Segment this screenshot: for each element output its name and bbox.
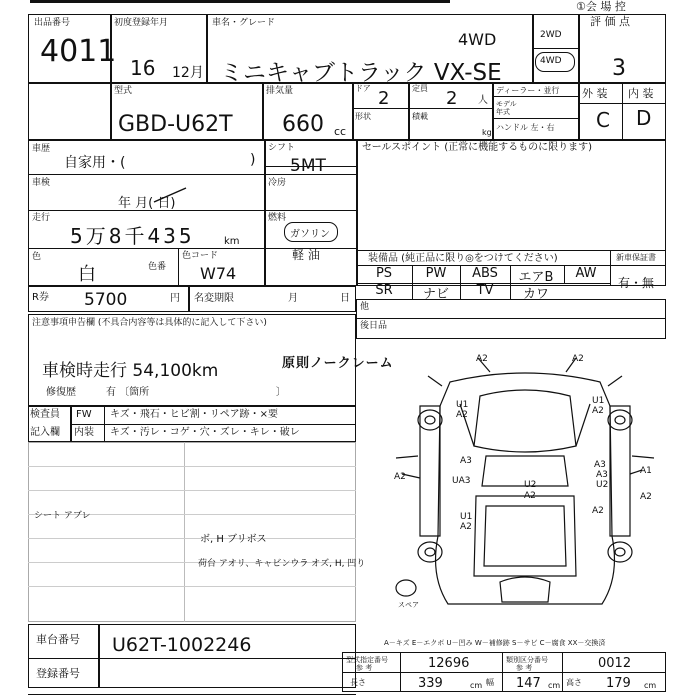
- first-registration-label: 初度登録年月: [114, 18, 169, 28]
- inspection-strike-mark: [150, 184, 190, 206]
- displacement-unit: cc: [334, 125, 347, 138]
- car-name: ミニキャブトラック VX-SE: [220, 60, 502, 86]
- aftermarket-label: 後日品: [360, 321, 388, 331]
- mark-u1a2-left: U1 A2: [456, 400, 469, 420]
- shape-label: 形状: [355, 112, 371, 121]
- equip-abs: ABS: [472, 266, 498, 281]
- inspection-label: 車検: [32, 178, 51, 188]
- score-label: 評 価 点: [590, 15, 630, 28]
- expire-day: 日: [340, 293, 350, 304]
- recycle-unit: 円: [170, 293, 180, 304]
- type-cert-number: 12696: [428, 656, 470, 671]
- fuel-gasoline: ガソリン: [290, 229, 330, 240]
- mark-u2a2-center: U2 A2: [524, 480, 537, 501]
- others-label: 他: [360, 302, 370, 312]
- mileage-value: 5万8千435: [70, 224, 195, 248]
- fw-items: キズ・飛石・ヒビ割・リペア跡・×要: [110, 409, 278, 420]
- car-name-label: 車名・グレード: [212, 18, 276, 28]
- mark-a1: A1: [640, 466, 652, 476]
- mark-a2-top-right: A2: [572, 354, 584, 364]
- memo-bed: 荷台 アオリ、キャビンウラ オズ, H, 凹り: [198, 559, 366, 569]
- exterior-score: C: [596, 108, 610, 132]
- ref-label-2: 参 考: [516, 664, 533, 672]
- capacity-label: 定員: [412, 84, 428, 93]
- notice-label: 注意事項申告欄 (不具合内容等は具体的に記入して下さい): [32, 318, 267, 328]
- load-unit: kg: [482, 128, 492, 137]
- fuel-label: 燃料: [268, 213, 287, 223]
- equip-airbag: エアB: [518, 270, 554, 285]
- others-block: [356, 299, 666, 339]
- ref-label-1: 参 考: [356, 664, 373, 672]
- width-value: 147: [516, 676, 541, 691]
- fw-label: FW: [76, 409, 92, 420]
- class-label: 類別区分番号: [506, 656, 548, 664]
- equipment-label: 装備品 (純正品に限り◎をつけてください): [368, 253, 558, 264]
- interior-items: キズ・汚レ・コゲ・穴・ズレ・キレ・破レ: [110, 427, 300, 438]
- color-value: 白: [78, 264, 96, 285]
- type-cert-label: 型式指定番号: [346, 656, 388, 664]
- no-claim-stamp: 原則ノークレーム: [282, 356, 394, 371]
- mark-a2-bed-right: A2: [592, 506, 604, 516]
- drive-note: 4WD: [458, 30, 497, 49]
- equip-leather: カワ: [522, 287, 549, 302]
- length-label: 長さ: [350, 678, 366, 687]
- model-code: GBD-U62T: [118, 112, 233, 137]
- displacement-label: 排気量: [266, 86, 294, 96]
- height-label: 高さ: [566, 678, 582, 687]
- first-registration-year: 16: [130, 56, 156, 80]
- equip-tv: TV: [476, 283, 494, 298]
- venue-copy-label: ①会 場 控: [576, 0, 626, 13]
- drive-4wd: 4WD: [540, 56, 562, 66]
- color-code-label: 色コード: [182, 251, 219, 261]
- model-year-label: モデル年式: [496, 100, 517, 116]
- mark-a3-right: A3: [594, 460, 606, 470]
- equip-ps: PS: [375, 266, 393, 281]
- doors-label: ドア: [355, 84, 371, 93]
- mark-a2-top-left: A2: [476, 354, 488, 364]
- use-value: 自家用・(: [64, 155, 126, 171]
- height-unit: cm: [644, 681, 657, 690]
- entry-label: 記入欄: [30, 427, 60, 438]
- color-number-label: 色番: [148, 262, 167, 272]
- damage-legend: A－キズ E－エクボ U－凹み W－補修跡 S－サビ C－腐食 XX－交換済: [384, 639, 606, 647]
- drive-2wd: 2WD: [540, 30, 562, 40]
- bottom-rule: [28, 694, 356, 695]
- score: 3: [612, 56, 626, 81]
- mileage-label: 走行: [32, 213, 51, 223]
- shift-label: シフト: [268, 143, 296, 153]
- notice-text: 車検時走行 54,100km: [42, 361, 219, 381]
- interior-label: 内 装: [628, 87, 654, 100]
- load-label: 積載: [412, 112, 428, 121]
- mark-a2-far-right: A2: [640, 492, 652, 502]
- lot-number: 4011: [40, 34, 117, 69]
- mark-u1a2-right: U1 A2: [592, 396, 605, 416]
- color-code: W74: [200, 264, 237, 283]
- repair-history-value: 有 〔箇所: [106, 387, 150, 398]
- mark-ua3: UA3: [452, 476, 471, 486]
- mark-a3-left: A3: [460, 456, 472, 466]
- height-value: 179: [606, 676, 631, 691]
- model-label: 型式: [114, 86, 133, 96]
- first-registration-month: 12月: [172, 65, 204, 81]
- new-warranty-label: 新車保証書: [616, 253, 656, 262]
- capacity: 2: [446, 88, 458, 109]
- lot-number-label: 出品番号: [34, 18, 71, 28]
- mark-a3u2: A3 U2: [596, 470, 609, 490]
- recycle-value: 5700: [84, 290, 128, 310]
- spare-label: スペア: [398, 601, 419, 609]
- warranty-value: 有・無: [618, 276, 655, 290]
- capacity-unit: 人: [478, 95, 488, 106]
- chassis-label: 車台番号: [36, 633, 80, 646]
- shift-value: 5MT: [290, 156, 326, 176]
- equip-sr: SR: [375, 283, 393, 298]
- chassis-number: U62T-1002246: [112, 634, 252, 656]
- memo-area: [28, 442, 356, 622]
- fuel-diesel: 軽 油: [292, 248, 320, 262]
- recycle-label: R券: [32, 292, 49, 303]
- color-label: 色: [32, 252, 42, 262]
- class-number: 0012: [598, 656, 632, 671]
- use-close: ): [250, 152, 256, 168]
- top-border: [30, 0, 450, 3]
- mark-u1a2-bed: U1 A2: [460, 512, 473, 532]
- mark-a2-left: A2: [394, 472, 406, 482]
- interior-items-label: 内装: [74, 427, 94, 438]
- doors: 2: [378, 88, 390, 109]
- length-value: 339: [418, 676, 443, 691]
- expire-label: 名変期限: [194, 293, 234, 304]
- width-unit: cm: [548, 681, 561, 690]
- exterior-label: 外 装: [582, 87, 608, 100]
- sales-point-label: セールスポイント (正常に機能するものに限ります): [362, 142, 593, 153]
- repair-history-close: 〕: [276, 387, 286, 398]
- memo-seat: シート アブレ: [34, 511, 91, 521]
- repair-history-label: 修復歴: [46, 387, 76, 398]
- width-label: 幅: [486, 678, 494, 687]
- inspector-label: 検査員: [30, 409, 60, 420]
- memo-body: ボ, H ブリボス: [200, 534, 267, 545]
- equip-aw: AW: [575, 266, 597, 281]
- equip-pw: PW: [425, 266, 447, 281]
- recycle-row: [28, 286, 356, 312]
- equip-navi: ナビ: [422, 287, 449, 302]
- interior-score: D: [636, 106, 652, 130]
- length-unit: cm: [470, 681, 483, 690]
- displacement: 660: [282, 112, 324, 137]
- handle-label: ハンドル 左・右: [496, 123, 555, 132]
- dealer-label: ディーラー・並行: [496, 86, 560, 95]
- mileage-unit: km: [224, 236, 240, 247]
- inspection-value: 年 月( 日): [118, 196, 176, 211]
- registration-label: 登録番号: [36, 667, 80, 680]
- expire-month: 月: [288, 293, 298, 304]
- aircon-label: 冷房: [268, 178, 287, 188]
- use-label: 車歴: [32, 144, 51, 154]
